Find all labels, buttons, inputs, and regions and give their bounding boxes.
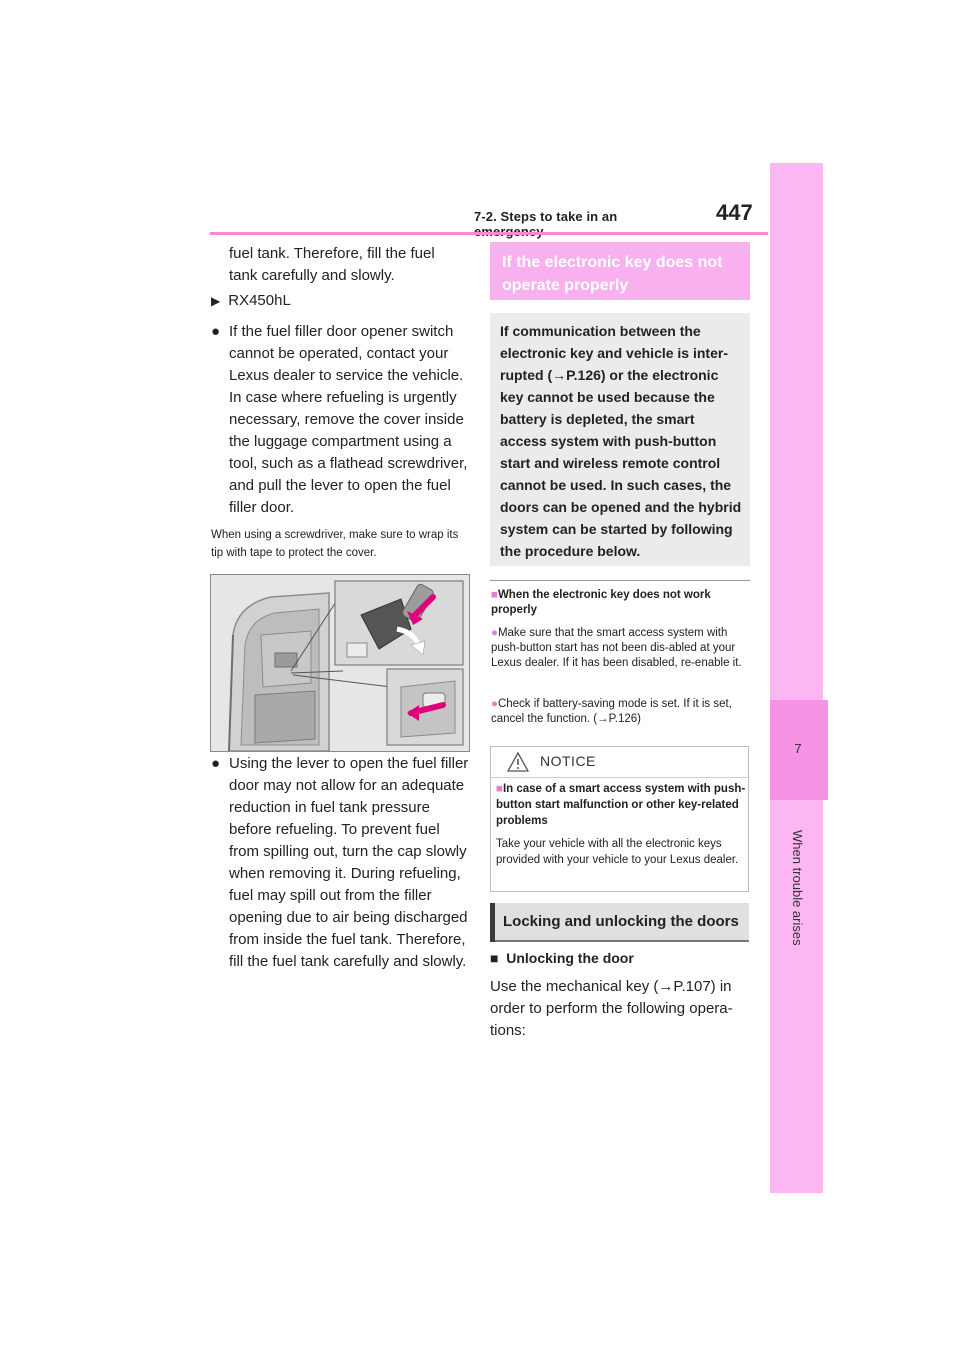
notice-divider <box>491 777 748 778</box>
luggage-illustration <box>211 575 469 751</box>
bullet-dot-icon: ● <box>211 755 221 772</box>
bullet-text: If the fuel filler door opener switch cannot be operated, contact your Lexus dealer to service the vehicle. In case where refueling is urgently necessary, remove the cover inside the luggage compartment using a tool, such as a flathead screwdriver, and pull the lever to open the fuel filler door. <box>229 323 468 516</box>
bullet-item-opener-switch <box>211 321 469 521</box>
intro-text: If communication between the electronic key and vehicle is inter-rupted (→P.126) or the electronic key cannot be used because the battery is depleted, the smart access system with push-button start and wireless remote control cannot be used. In such cases, the doors can be opened and the hybrid system can be started by following the procedure below. <box>500 323 742 559</box>
notice-title: NOTICE <box>540 753 596 769</box>
page-number: 447 <box>716 200 753 225</box>
info-item-text: Make sure that the smart access system with push-button start has not been dis-abled at your Lexus dealer. If it has been disabled, re-enable it. <box>491 627 742 669</box>
square-bullet-icon: ■ <box>496 783 503 795</box>
chapter-number: 7 <box>794 741 802 756</box>
header-rule <box>210 232 768 235</box>
square-bullet-icon: ■ <box>491 589 498 601</box>
bullet-dot-icon: ● <box>491 627 498 639</box>
notice-heading-text: In case of a smart access system with push-button start malfunction or other key-related problems <box>496 783 746 827</box>
screwdriver-note: When using a screwdriver, make sure to wrap its tip with tape to protect the cover. <box>211 529 459 559</box>
lock-heading: Locking and unlocking the doors <box>503 913 739 930</box>
notice-heading <box>496 781 746 829</box>
triangle-bullet-icon: ▶ <box>211 294 221 308</box>
info-title-text: When the electronic key does not work properly <box>491 589 711 616</box>
continuation-paragraph: fuel tank. Therefore, fill the fuel tank carefully and slowly. <box>229 245 435 284</box>
info-divider <box>490 580 750 581</box>
unlock-subheading-text: Unlocking the door <box>506 950 634 966</box>
chapter-side-strip <box>770 163 823 1193</box>
unlock-body: Use the mechanical key (→P.107) in order to perform the following opera-tions: <box>490 978 733 1039</box>
chapter-label: When trouble arises <box>790 830 805 946</box>
info-item <box>491 626 749 671</box>
notice-body: Take your vehicle with all the electronic keys provided with your vehicle to your Lexus dealer. <box>496 838 739 866</box>
lock-heading-bar <box>490 903 495 942</box>
warning-triangle-icon <box>507 752 529 772</box>
info-item-text: Check if battery-saving mode is set. If it is set, cancel the function. (→P.126) <box>491 698 732 725</box>
model-name: RX450hL <box>228 292 291 309</box>
bullet-dot-icon: ● <box>491 698 498 710</box>
square-bullet-icon: ■ <box>490 950 499 966</box>
bullet-dot-icon: ● <box>211 323 221 340</box>
model-heading <box>211 292 291 309</box>
info-item <box>491 697 749 727</box>
bullet-item-lever-warning <box>211 753 469 1003</box>
section-heading: If the electronic key does not operate properly <box>502 254 723 294</box>
unlock-subheading <box>490 950 634 966</box>
section-title: 7-2. Steps to take in an <box>474 209 618 224</box>
info-title <box>491 588 749 618</box>
bullet-text: Using the lever to open the fuel filler door may not allow for an adequate reduction in fuel tank pressure before refueling. To prevent fuel from spilling out, turn the cap slowly when removing it. During refueling, fuel may spill out from the filler opening due to air being discharged from inside the fuel tank. Therefore, fill the fuel tank carefully and slowly. <box>229 755 469 970</box>
luggage-compartment-figure <box>210 574 470 752</box>
